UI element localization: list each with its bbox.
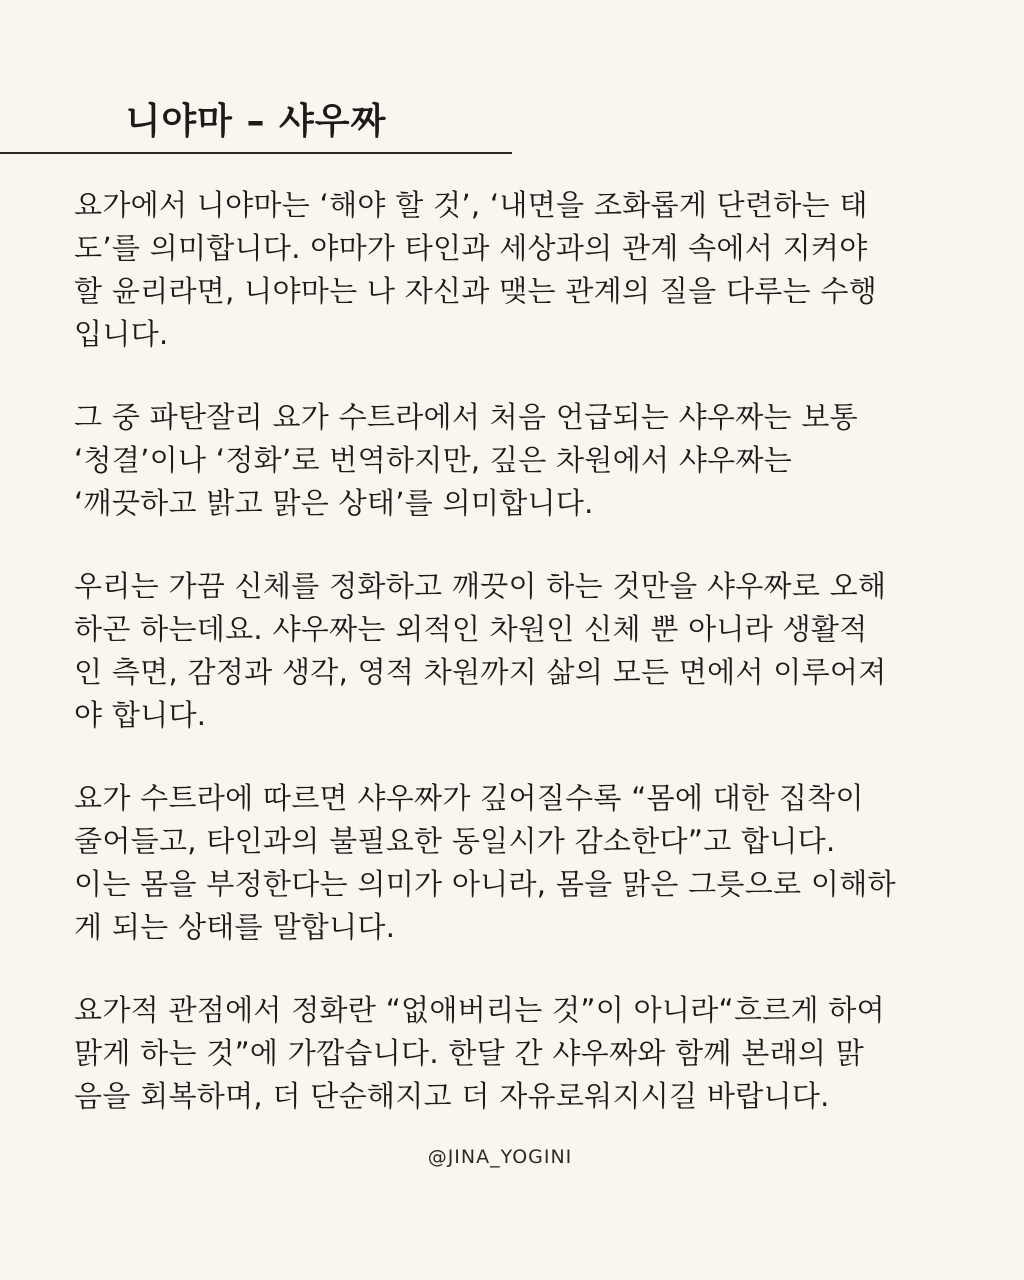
paragraph-purification: 요가적 관점에서 정화란 “없애버리는 것”이 아니라“흐르게 하여 맑게 하는 것”에 가깝습니다. 한달 간 샤우짜와 함께 본래의 맑 음을 회복하며, 더 단순해지고 더 자유로워지시길 바랍니다. <box>74 993 885 1113</box>
paragraph-saucha-meaning: 그 중 파탄잘리 요가 수트라에서 처음 언급되는 샤우짜는 보통 ‘청결’이나 ‘정화’로 번역하지만, 깊은 차원에서 샤우짜는 ‘깨끗하고 밝고 맑은 상태’를 의미합니다. <box>74 400 858 520</box>
body-text <box>74 184 950 1118</box>
author-handle: @JINA_YOGINI <box>427 1146 573 1168</box>
paragraph-yoga-sutra: 요가 수트라에 따르면 샤우짜가 깊어질수록 “몸에 대한 집착이 줄어들고, 타인과의 불필요한 동일시가 감소한다”고 합니다. 이는 몸을 부정한다는 의미가 아니라, 몸을 맑은 그릇으로 이해하 게 되는 상태를 말합니다. <box>74 781 896 944</box>
paragraph-niyama-definition: 요가에서 니야마는 ‘해야 할 것’, ‘내면을 조화롭게 단련하는 태 도’를 의미합니다. 야마가 타인과 세상과의 관계 속에서 지켜야 할 윤리라면, 니야마는 나 자신과 맺는 관계의 질을 다루는 수행 입니다. <box>74 188 878 351</box>
title-underline <box>0 152 512 154</box>
paragraph-saucha-misconception: 우리는 가끔 신체를 정화하고 깨끗이 하는 것만을 샤우짜로 오해 하곤 하는데요. 샤우짜는 외적인 차원인 신체 뿐 아니라 생활적 인 측면, 감정과 생각, 영적 차원까지 삶의 모든 면에서 이루어져 야 합니다. <box>74 569 887 732</box>
page-title: 니야마 – 샤우짜 <box>125 101 387 142</box>
